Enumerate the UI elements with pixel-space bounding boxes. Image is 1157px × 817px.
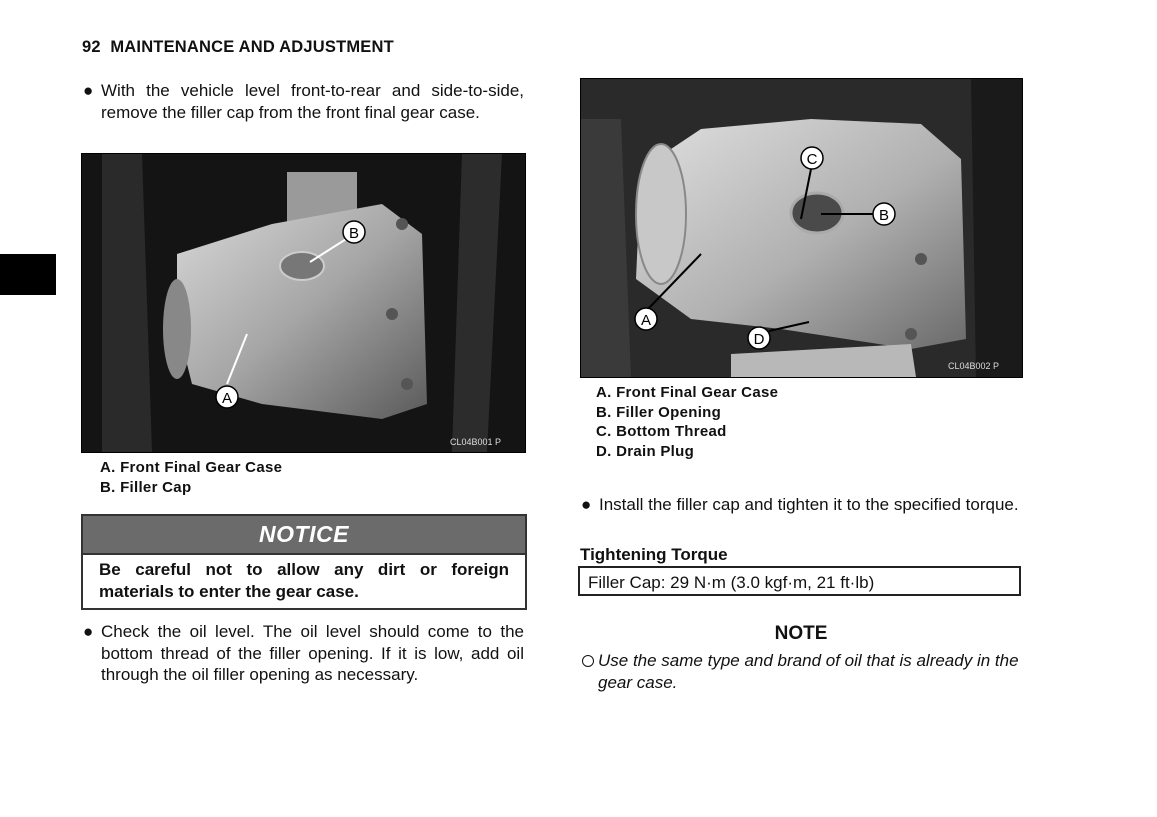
torque-heading: Tightening Torque — [580, 545, 728, 564]
torque-value-box: Filler Cap: 29 N·m (3.0 kgf·m, 21 ft·lb) — [578, 566, 1021, 596]
callout-d-label: D — [753, 331, 765, 348]
caption-item: A. Front Final Gear Case — [596, 384, 779, 401]
circle-bullet-icon — [582, 655, 594, 667]
photo-code: CL04B001 P — [450, 437, 502, 447]
callout-a-label: A — [640, 312, 652, 329]
photo-code: CL04B002 P — [948, 361, 1000, 371]
callout-b-label: B — [348, 225, 360, 242]
photo1-caption — [100, 458, 282, 497]
photo-filler-cap — [81, 153, 526, 453]
photo2-caption — [596, 383, 778, 461]
page-number: 92 — [82, 38, 101, 56]
photo-filler-opening — [580, 78, 1023, 378]
instruction-text: Check the oil level. The oil level should come to the bottom thread of the filler opening. If it is low, add oil through the oil filler opening as necessary. — [101, 622, 524, 684]
note-text-block — [580, 650, 1023, 694]
caption-item: B. Filler Opening — [596, 403, 722, 421]
section-title: MAINTENANCE AND ADJUSTMENT — [110, 38, 394, 56]
caption-item: D. Drain Plug — [596, 442, 695, 460]
notice-text: Be careful not to allow any dirt or foreign materials to enter the gear case. — [99, 560, 509, 601]
callout-b-label: B — [878, 207, 890, 224]
instruction-text: Install the filler cap and tighten it to the specified torque. — [599, 495, 1019, 514]
bullet: ● — [581, 495, 592, 514]
caption-item: B. Filler Cap — [100, 478, 192, 496]
callout-a-label: A — [221, 390, 233, 407]
bullet: ● — [83, 622, 94, 641]
note-text: Use the same type and brand of oil that is already in the gear case. — [598, 651, 1019, 692]
callout-c-label: C — [806, 151, 818, 168]
instruction-check-level — [83, 621, 524, 686]
notice-box — [81, 514, 527, 610]
notice-title: NOTICE — [83, 516, 525, 555]
instruction-install-cap — [581, 494, 1022, 516]
instruction-text: With the vehicle level front-to-rear and side-to-side, remove the filler cap from the front final gear case. — [101, 81, 524, 122]
page-header — [82, 38, 394, 57]
bullet: ● — [83, 81, 94, 100]
caption-item: A. Front Final Gear Case — [100, 459, 283, 476]
caption-item: C. Bottom Thread — [596, 423, 727, 440]
instruction-remove-cap — [83, 80, 524, 123]
note-title: NOTE — [774, 623, 828, 644]
chapter-tab — [0, 254, 56, 295]
